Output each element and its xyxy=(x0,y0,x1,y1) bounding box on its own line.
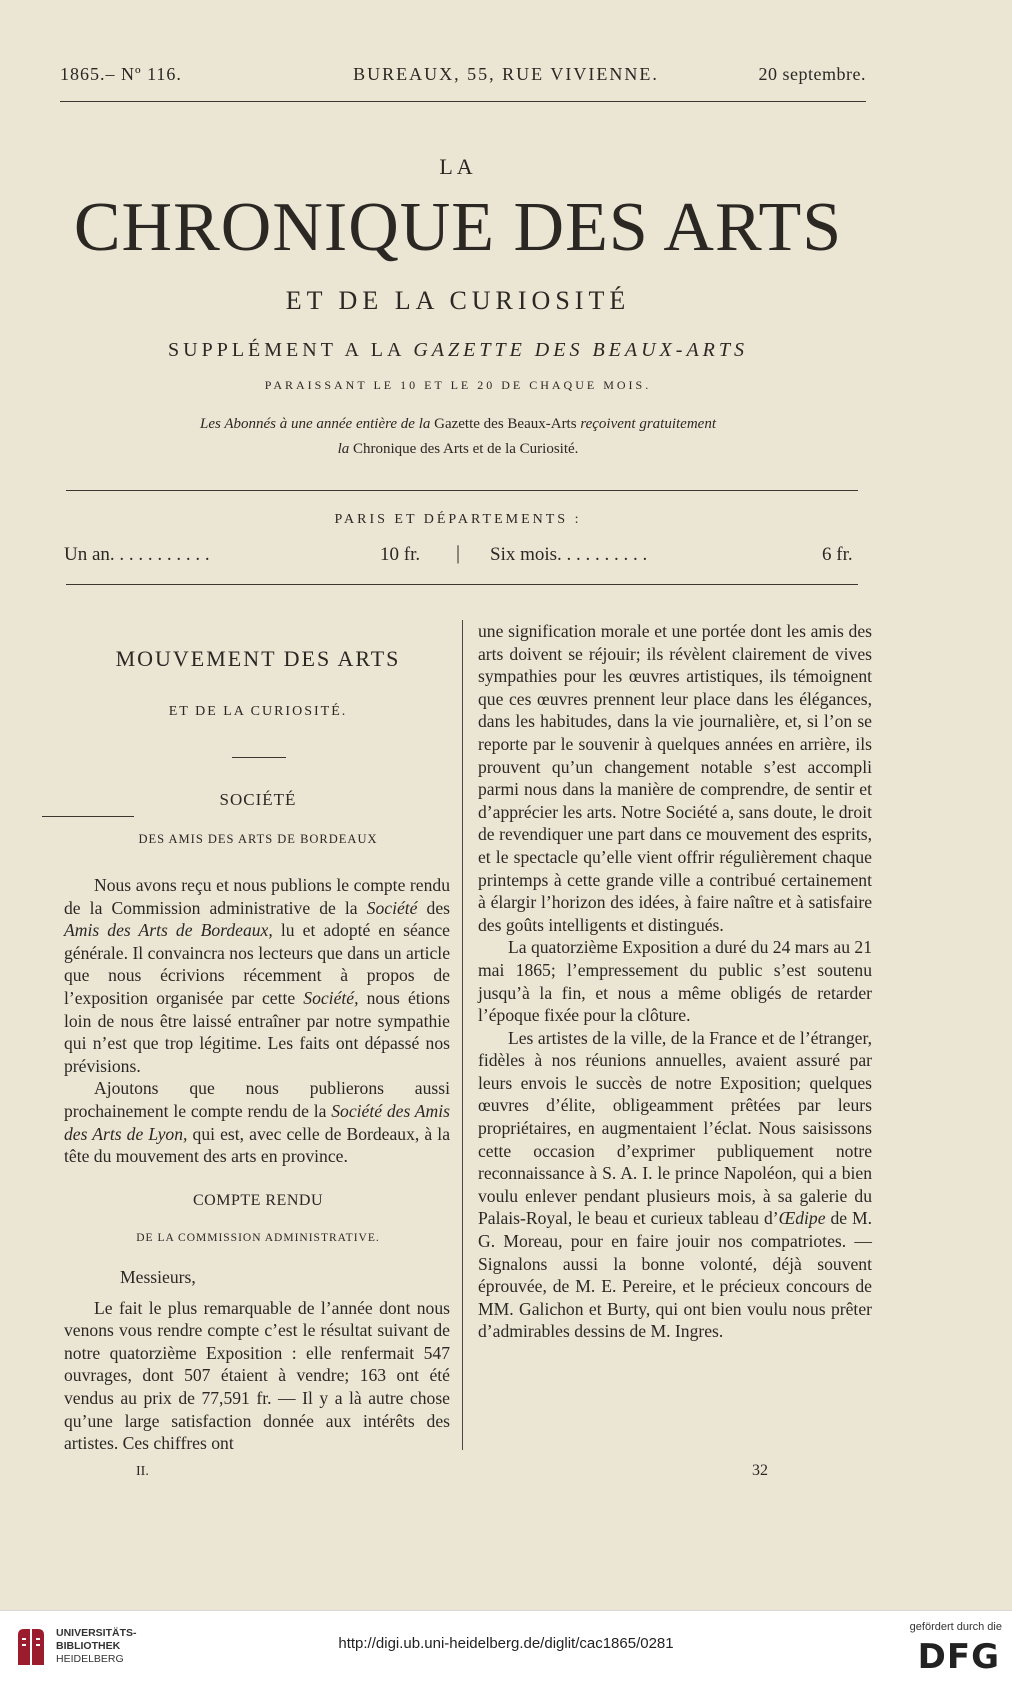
masthead-frequency: PARAISSANT LE 10 ET LE 20 DE CHAQUE MOIS. xyxy=(264,378,652,392)
p1-e: lu et adopté en séance générale. Il convaincra nos lecteurs que dans un article que nous écrivions récemment à propos de l’exposition organisée par cette xyxy=(64,920,450,1008)
notice-line1-c: reçoivent gratuitement xyxy=(580,416,716,432)
notice-line1-a: Les Abonnés à une année entière de la xyxy=(200,416,431,432)
masthead-rule xyxy=(66,490,858,491)
p1-amis-bordeaux: Amis des Arts de Bordeaux, xyxy=(64,920,273,941)
header-rule xyxy=(60,101,866,102)
subscription-separator: | xyxy=(456,542,461,564)
masthead-notice-line2 xyxy=(0,441,916,458)
p1-g: nous étions loin de nous être laissé entraîner par notre sympathie qui n’est que trop légitime. Les faits ont dépassé nos prévisions. xyxy=(64,987,450,1076)
supplement-gazette: GAZETTE DES BEAUX-ARTS xyxy=(413,339,748,361)
p2-c: qui est, avec celle de Bordeaux, à la tête du mouvement des arts en province. xyxy=(64,1123,450,1167)
compte-rendu-heading: COMPTE RENDU xyxy=(192,1192,323,1209)
masthead-la: LA xyxy=(439,154,477,179)
issue-number: 1865.– Nº 116. xyxy=(60,64,182,84)
left-report-text xyxy=(64,1266,450,1455)
right-column-text xyxy=(478,620,872,1343)
supplement-prefix: SUPPLÉMENT A LA xyxy=(168,339,405,361)
section-subtitle: ET DE LA CURIOSITÉ. xyxy=(168,704,348,719)
notice-line2-b: Chronique des Arts et de la Curiosité. xyxy=(353,441,579,457)
p3-c: de M. G. Moreau, pour en faire jouir nos compatriotes. — Signalons aussi la bonne volonté, déjà souvent éprouvée, de M. E. Pereire, et le précieux concours de MM. Galichon et Burty, qui ont bien voulu nous prêter d’admirables dessins de M. Ingres. xyxy=(478,1208,872,1342)
p1-a: Nous avons reçu et nous publions le compte rendu de la Commission administrative de la xyxy=(64,875,450,918)
p1-c: des xyxy=(426,897,450,918)
compte-rendu-subheading: DE LA COMMISSION ADMINISTRATIVE. xyxy=(136,1232,380,1244)
subscription-heading: PARIS ET DÉPARTEMENTS : xyxy=(334,512,582,527)
p3-oedipe: Œdipe xyxy=(778,1208,826,1229)
masthead-supplement xyxy=(0,339,916,362)
sponsor-label: gefördert durch die xyxy=(909,1621,1002,1633)
subscription-rule xyxy=(66,584,858,585)
p3-a: Les artistes de la ville, de la France et de l’étranger, fidèles à nos réunions annuelles, avaient assuré par leurs envois le succès de notre Exposition; quelques œuvres d’élite, obligeamment prêtées par leurs propriétaires, en augmentaient l’éclat. Nous saisissons cette occasion d’exprimer publiquement notre reconnaissance à S. A. I. le prince Napoléon, qui a bien voulu enlever pendant plusieurs mois, à sa galerie du Palais-Royal, le beau et curieux tableau d’ xyxy=(478,1027,872,1229)
p1-societe-2: Société, xyxy=(303,987,359,1008)
library-line-2: BIBLIOTHEK xyxy=(56,1640,121,1652)
intro-paragraph-1 xyxy=(64,874,450,1077)
masthead-title: CHRONIQUE DES ARTS xyxy=(73,189,843,266)
dfg-logo: DFG xyxy=(917,1637,1000,1677)
issue-date: 20 septembre. xyxy=(758,64,866,84)
societe-heading: SOCIÉTÉ xyxy=(219,790,297,809)
library-line-3: HEIDELBERG xyxy=(56,1653,124,1665)
masthead-subtitle: ET DE LA CURIOSITÉ xyxy=(285,286,631,315)
societe-subheading: DES AMIS DES ARTS DE BORDEAUX xyxy=(138,832,378,846)
library-line-1: UNIVERSITÄTS- xyxy=(56,1627,137,1639)
notice-line2-a: la xyxy=(337,441,350,457)
p2-a: Ajoutons que nous publierons aussi prochainement le compte rendu de la xyxy=(64,1078,450,1121)
left-intro-text xyxy=(64,874,450,1168)
right-paragraph-2: La quatorzième Exposition a duré du 24 mars au 21 mai 1865; l’empressement du public s’est soutenu jusqu’à la fin, et nous a même obligés de retarder l’époque fixée pour la clôture. xyxy=(478,937,872,1026)
subscription-year-price: 10 fr. xyxy=(380,544,421,565)
intro-paragraph-2 xyxy=(64,1077,450,1167)
section-title: MOUVEMENT DES ARTS xyxy=(115,646,401,671)
subscription-six-label: Six mois. . . . . . . . . . xyxy=(490,544,648,565)
subscription-year-label: Un an. . . . . . . . . . . xyxy=(64,544,210,565)
right-paragraph-1: une signification morale et une portée dont les amis des arts doivent se réjouir; ils révèlent clairement de vives sympathies pour les œuvres artistiques, ils témoignent que ces œuvres prennent leur place dans les élégances, dans les habitudes, dans la vie journalière, et, si l’on se reporte par le souvenir à quelques années en arrière, ils prouvent qu’un changement notable s’est accompli parmi nous dans la manière de comprendre, de sentir et d’apprécier les arts. Notre Société a, sans doute, le droit de revendiquer une part dans ce mouvement des esprits, et le spectacle qu’elle vient offrir régulièrement chaque printemps à cette grande ville a contribué certainement à élargir l’horizon des idées, à faire naître et à satisfaire des goûts intelligents et distingués. xyxy=(478,621,872,935)
source-url[interactable]: http://digi.ub.uni-heidelberg.de/diglit/cac1865/0281 xyxy=(338,1635,674,1652)
societe-margin-rule xyxy=(42,816,134,817)
notice-line1-b: Gazette des Beaux-Arts xyxy=(434,416,577,432)
subscription-six-price: 6 fr. xyxy=(822,544,853,565)
report-paragraph-1: Le fait le plus remarquable de l’année dont nous venons vous rendre compte c’est le résultat suivant de notre quatorzième Exposition : elle renfermait 547 ouvrages, dont 507 étaient à vendre; 163 ont été vendus au prix de 77,591 fr. — Il y a là autre chose qu’une large satisfaction donnée aux intérêts des artistes. Ces chiffres ont xyxy=(64,1297,450,1454)
column-divider xyxy=(462,620,463,1450)
p1-societe: Société xyxy=(366,897,418,918)
signature-mark: II. xyxy=(136,1464,149,1479)
office-address: BUREAUX, 55, RUE VIVIENNE. xyxy=(353,64,659,84)
page-number: 32 xyxy=(752,1462,768,1479)
library-footer xyxy=(0,1610,1012,1682)
p2-amis-lyon: Société des Amis des Arts de Lyon, xyxy=(64,1100,450,1144)
masthead-notice-line1 xyxy=(0,416,916,433)
right-paragraph-3 xyxy=(478,1027,872,1343)
section-rule xyxy=(232,757,286,758)
salutation: Messieurs, xyxy=(120,1267,196,1287)
